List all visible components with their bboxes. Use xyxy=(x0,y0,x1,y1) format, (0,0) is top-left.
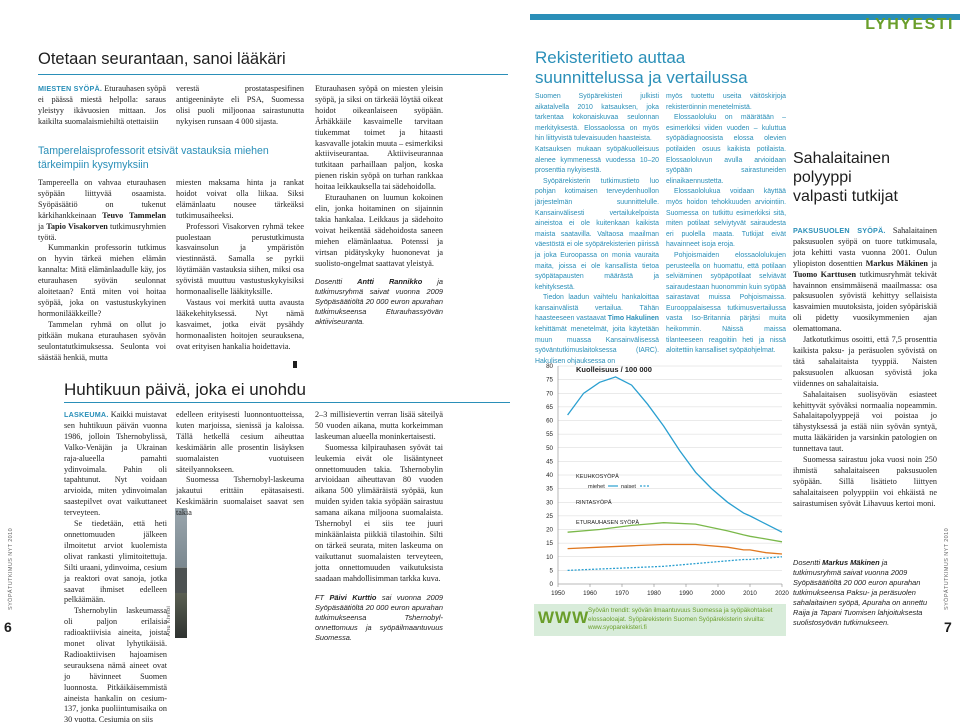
y-tick-label: 20 xyxy=(546,526,553,534)
bottom-col1-p2: Se tiedetään, että heti onnettomuuden jälkeen ilmoitetut arviot kuolemista olivat rankasti ylimitoitettuja. Silti uraani, ydinvoima, cesium ja reaktori ovat sanoja, jotka saavat ihmiset edelleen pelkäämään. xyxy=(64,519,167,605)
left-vertical-label: SYÖPÄTUTKIMUS NYT 2010 xyxy=(8,527,14,610)
bottom-col2 xyxy=(176,410,304,519)
bottom-col3-credit: FT Päivi Kurttio sai vuonna 2009 Syöpäsäätiöltä 20 000 euron apurahan tutkimukseensa Tshernobyl-onnettomuus ja syöpäilmaantuvuus Suomessa. xyxy=(315,592,443,642)
lyhyesti-header: LYHYESTI xyxy=(865,16,954,33)
y-tick-label: 10 xyxy=(546,553,553,561)
reg-col1-p1: Suomen Syöpärekisteri julkisti aikatalvella 2010 katsauksen, joka tarkentaa kokonaiskuvaa seulonnan merkityksestä. Elossaolossa on myös hin liittyvistä tulevaisuuden haasteista. xyxy=(535,93,659,143)
y-tick-label: 30 xyxy=(546,499,553,507)
top-col2-text: verestä prostataspesifinen antigeeninäyte eli PSA, Suomessa olisi puoli miljoonaa sairastunutta nykyisen runsaan 4 000 sijasta. xyxy=(176,84,304,126)
left-page-number: 6 xyxy=(4,619,12,635)
polyp-body: PAKSUSUOLEN SYÖPÄ. Sahalaitainen paksusuolen syöpä on tuore tutkimusala, jota kehitti vasta vuonna 2001. Oulun yliopiston dosenttien Markus Mäkinen ja Tuomo Karttusen tutkimusryhmät tekivät havainnon ensimmäisenä maailmassa: osa paksusuolen syövistä kehittyy sellaisista kasvaimien muutoksista, joiden syöpäriskiä oli pidetty vuosikymmenien ajan olemattomana. Jatkotutkimus osoitti, että 7,5 prosenttia kaikista paksu- ja peräsuolen syövistä on tätä sahalaitaista tyyppiä. Naisten paksusuolen alkuosan syövistä joka viidennes on sahalaitaisia. Sahalaitaisen suolisyövän esiasteet kehittyvät syöväksi normaalia nopeammin. Sahalaitapolyyppejä voi poistaa jo tähystyksessä ja estää niin syövän syntyä, mutta lääkäriden ja varsinkin patologien on tunnettava taut. Suomessa sairastuu joka vuosi noin 250 ihmistä sahalaitaiseen paksusuolen syöpään. Sillä lisätieto liittyen sahalaitaiseen polyyppiin voi ehkäistä ne sairastumisen syövät Lihavuus kertoi moni. xyxy=(793,226,937,508)
bottom-col3-p1: 2–3 millisievertin verran lisää säteilyä 50 vuoden aikana, mutta korkeimman laskeuman alueella moninkertaisesti. xyxy=(315,410,443,441)
series-line-1 xyxy=(568,557,782,571)
polyp-title-line2: polyyppi xyxy=(793,169,852,186)
end-mark-top xyxy=(293,361,297,368)
bottom-col3 xyxy=(315,410,443,643)
polyp-p3: Sahalaitaisen suolisyövän esiasteet kehittyvät syöväksi normaalia nopeammin. Sahalaitapolyyppejä voi poistaa jo tähystyksessä ja estää niin syövän syntyä, mutta lääkäriden ja varsinkin patologien on tunnettava taut. xyxy=(793,389,937,454)
reg-col2-p1: myös tuotettu useita väitöskirjoja rekisteröinnin menetelmistä. xyxy=(666,93,786,111)
y-tick-label: 55 xyxy=(546,431,553,439)
chernobyl-photo xyxy=(175,508,187,638)
y-tick-label: 5 xyxy=(549,567,553,575)
y-tick-label: 0 xyxy=(549,581,553,588)
x-tick-label: 1960 xyxy=(583,590,597,597)
polyp-title-line3: valpasti tutkijat xyxy=(793,188,898,205)
polyp-credit: Dosentti Markus Mäkinen ja tutkimusryhmä saivat vuonna 2009 Syöpäsäätiöltä 20 000 euron apurahan tutkimukseensa Paksu- ja peräsuolen sahalaitainen syöpä, Apuraha on annettu Raija ja Tapani Tuomisen lahjoituksesta suolistosyövän tutkimukseen. xyxy=(793,558,928,627)
chart-title: Kuolleisuus / 100 000 xyxy=(576,365,652,374)
x-tick-label: 1950 xyxy=(551,590,565,597)
bottom-article-rule xyxy=(64,402,510,403)
lead-paksusuoli: PAKSUSUOLEN SYÖPÄ. xyxy=(793,226,886,235)
right-page-number: 7 xyxy=(944,619,952,635)
bottom-col1: LASKEUMA. Kaikki muistavat sen huhtikuun päivän vuonna 1986, jolloin Tshernobylissä, Valko-Venäjän ja Ukrainan raja-alueella pamahti ydinvoimala. Pahin oli tapahtunut. Nyt voidaan arvioida, miten ydinvoimalan saastepilvet ovat vaikuttaneet terveyteen. Se tiedetään, että heti onnettomuuden jälkeen ilmoitetut arviot kuolemista olivat rankasti ylimitoitettuja. Silti uraani, ydinvoima, cesium ja reaktori ovat sanoja, jotka saavat ihmiset edelleen pelkäämään. Tshernobylin laskeumassa oli paljon erilaisia radioaktiivisia aineita, joista monet olivat lyhytikäisiä. Radioaktiivisen hajoamisen seurauksena nämä aineet ovat jo hävinneet Suomen luonnosta. Pitkäikäisemmistä aineista hankalin on cesium-137, jonka puoliintumisaika on 30 vuotta. Cesiumia on siis xyxy=(64,410,167,725)
y-tick-label: 60 xyxy=(546,417,553,425)
polyp-p4: Suomessa sairastuu joka vuosi noin 250 ihmistä sahalaitaiseen paksusuolen syöpään. Sillä lisätieto liittyen sahalaitaiseen polyyppiin voi ehkäistä ne sairastumisen syövät Lihavuus kertoi moni. xyxy=(793,455,937,508)
top-subheading: Tamperelaisprofessorit etsivät vastauksia miehen tärkeimpiin kysymyksiin xyxy=(38,145,269,171)
legend-rinta: RINTASYÖPÄ xyxy=(576,500,612,506)
y-tick-label: 40 xyxy=(546,472,553,479)
series-line-0 xyxy=(568,377,782,532)
polyp-title-line1: Sahalaitainen xyxy=(793,150,890,167)
y-tick-label: 15 xyxy=(546,540,553,548)
sub-col2-p2: Professori Visakorven ryhmä tekee puolestaan perustutkimusta kasvainsolun ja ympäristön viestinnästä. Samalla se pyrkii löytämään vastauksia siihen, miksi osa syövistä muuttuu vastustuskykyisiksi hormonaaliselle lääkityksille. xyxy=(176,221,304,297)
sub-col1: Tampereella on vahvaa eturauhasen syöpään liittyvää osaamista. Syöpäsäätiö on tukenut kärkihankkeinaan Teuvo Tammelan ja Tapio Visakorven tutkimusryhmien työtä. Kummankin professorin tutkimus on hyvin tärkeä miehen elämän kannalta: Mitä elämänlaadulle käy, jos eturauhasen syövän seulonnat aloitetaan? Entä miten voi hoitaa syöpää, joka on vastustuskykyinen hormonilääkkeille? Tammelan ryhmä on ollut jo pitkään mukana eturauhasen syövän seulontatutkimuksessa. Seulonta voi säästää henkiä, mutta xyxy=(38,178,167,362)
top-col2 xyxy=(176,84,304,128)
y-tick-label: 75 xyxy=(546,376,553,384)
y-tick-label: 65 xyxy=(546,403,553,411)
y-tick-label: 45 xyxy=(546,458,553,466)
bottom-col2-p1: edelleen erityisesti luonnontuotteissa, kuten marjoissa, sienissä ja kaloissa. Tällä hetkellä cesium aiheuttaa keskimäärin alle prosentin lisäyksen suomalaisten vuotuiseen säteilyannokseen. xyxy=(176,410,304,474)
top-col1-text: Eturauhasen syöpä ei päässä miestä helpolla: saraus yleistyy ikävuosien mittaan. Jos kaikilta suomalaismiehiltä otettaisiin xyxy=(38,84,166,126)
registry-title-line2: suunnittelussa ja vertailussa xyxy=(535,68,748,87)
sub-col1-p2: Kummankin professorin tutkimus on hyvin tärkeä miehen elämän kannalta: Mitä elämänlaadulle käy, jos eturauhasen syövän seulonnat aloitetaan? Entä miten voi hoitaa syöpää, joka on vastustuskykyinen hormonilääkkeille? xyxy=(38,243,166,318)
legend-naiset: naiset xyxy=(621,484,636,490)
www-label: WWW xyxy=(538,608,590,627)
top-col3-credit: Dosentti Antti Rannikko ja tutkimusryhmä saivat vuonna 2009 Syöpäsäätiöltä 20 000 euron apurahan tutkimukseensa Eturauhassyövän aktiiviseuranta. xyxy=(315,277,443,327)
reg-col2-p3: Elossaololukua voidaan käyttää myös hoidon tehokkuuden arviointiin. Suomessa on tutkittu esimerkiksi sitä, miten potilaat selviytyvät sairaudesta eri puolella maata. Tutkijat eivät havainneet isoja eroja. xyxy=(666,188,786,249)
registry-title-line1: Rekisteritieto auttaa xyxy=(535,48,686,67)
reg-col1-p3: Syöpärekisterin tutkimustieto luo pohjan kotimaisen terveydenhuollon järjestelmän suunnittelulle. Kansainvälisesti vertailukelpoista aineistoa ei ole kuitenkaan kaikista maista saatavilla. Valtaosa maailman väestöstä ei ole syöpärekisterien piirissä ja joka Euroopassa on monia vauraita maita, joissa ei ole kansallista tietoa syöpätapausten määrästä ja kehityksestä. xyxy=(535,177,659,291)
sub-col2 xyxy=(176,178,304,353)
legend-keuhko: KEUHKOSYÖPÄ xyxy=(576,474,619,480)
y-tick-label: 50 xyxy=(546,444,553,452)
y-tick-label: 25 xyxy=(546,512,553,520)
registry-col1: Suomen Syöpärekisteri julkisti aikatalvella 2010 katsauksen, joka tarkentaa kokonaiskuvaa seulonnan merkityksestä. Elossaolossa on myös hin liittyvistä tulevaisuuden haasteista. Katsauksen mukaan syöpäkuolleisuus alenee kymmenessä vuodessa 10–20 prosenttia nykyisestä. Syöpärekisterin tutkimustieto luo pohjan kotimaisen terveydenhuollon järjestelmän suunnittelulle. Kansainvälisesti vertailukelpoista aineistoa ei ole kuitenkaan kaikista maista saatavilla. Valtaosa maailman väestöstä ei ole syöpärekisterien piirissä ja joka Euroopassa on monia vauraita maita, joissa ei ole kansallista tietoa syöpätapausten määrästä ja kehityksestä. Tiedon laadun vaihtelu hankaloittaa kansainvälistä vertailua. Tähän haasteeseen vastaavat Timo Hakulinen kehittämät menetelmät, joita käytetään muun muassa Kansainvälisessä syöväntutkimuslaitoksessa (IARC). Hakulisen ohjauksessa on xyxy=(535,93,659,365)
polyp-p2: Jatkotutkimus osoitti, että 7,5 prosenttia kaikista paksu- ja peräsuolen syövistä on tätä sahalaitaista tyyppiä. Naisten paksusuolen alkuosan syövistä joka viidennes on sahalaitaisia. xyxy=(793,335,937,388)
lead-laskeuma: LASKEUMA. xyxy=(64,410,109,419)
photo-credit: Anu Kiviloi xyxy=(166,605,172,636)
right-vertical-label: SYÖPÄTUTKIMUS NYT 2010 xyxy=(944,527,950,610)
reg-col2-p2: Elossaololuku on määrätään – esimerkiksi viiden vuoden – kuluttua syöpädiagnoosista elossa olevien potilaiden osuus kaikista potilaista. Elossaololuvun avulla arvioidaan syöpään sairastuneiden elinaikaennustetta. xyxy=(666,114,786,185)
x-tick-label: 2000 xyxy=(711,590,725,597)
bottom-article-title: Huhtikuun päivä, joka ei unohdu xyxy=(64,380,306,399)
www-text: Syövän trendit: syövän ilmaantuvuus Suomessa ja syöpäkohtaiset elossaoloajat. Syöpärekisterin Suomen Syöpärekisterin sivuilta: www.syoparekisteri.fi xyxy=(588,607,773,632)
series-line-2 xyxy=(568,545,782,555)
y-tick-label: 80 xyxy=(546,363,553,370)
bottom-col2-p2: Suomessa Tshernobyl-laskeuma jakautui erittäin epätasaisesti. Keskimäärin suomalaiset saavat sen takia xyxy=(176,475,304,518)
top-col3 xyxy=(315,84,443,327)
mortality-chart xyxy=(520,356,790,600)
x-tick-label: 1970 xyxy=(615,590,629,597)
legend-eturauhanen: ETURAUHASEN SYÖPÄ xyxy=(576,520,640,526)
lead-miesten: MIESTEN SYÖPÄ. xyxy=(38,84,103,93)
x-tick-label: 2020 xyxy=(775,590,789,597)
top-article-rule xyxy=(38,74,508,75)
reg-col1-p2: Katsauksen mukaan syöpäkuolleisuus alenee kymmenessä vuodessa 10–20 prosenttia nykyisestä. xyxy=(535,145,659,175)
sub-col1-p3: Tammelan ryhmä on ollut jo pitkään mukana eturauhasen syövän seulontatutkimuksessa. Seulonta voi säästää henkiä, mutta xyxy=(38,319,166,362)
registry-col2 xyxy=(666,92,786,357)
top-col3-p1: Eturauhasen syöpä on miesten yleisin syöpä, ja siksi on tärkeää löytää oikeat hoidot oikeanlaiseen syöpään. Ärhäkkäile kasvaimelle tarvitaan tiukemmat toimet ja hitaasti kasvavalle jotakin muuta – esimerkiksi aktiiviseurantaa. Aktiiviseurannaa tutkitaan parhaillaan paljon, koska pienen riskin syöpä on turhan rankkaa hoitaa leikkauksella tai sädehoidolla. xyxy=(315,84,443,192)
x-tick-label: 1990 xyxy=(679,590,693,597)
x-tick-label: 1980 xyxy=(647,590,661,597)
top-article-title: Otetaan seurantaan, sanoi lääkäri xyxy=(38,50,286,68)
top-col3-p2: Eturauhanen on luumun kokoinen elin, jonka hoitaminen on sijainnin takia hankalaa. Leikkaus ja sädehoito voivat heikentää sädehoidosta saneen miehen elämänlaatua. Potenssi ja virtsan pidätyskyky huononevat ja suolisto-ongelmat saattavat yleistyä. xyxy=(315,193,443,268)
bottom-col3-p2: Suomessa kilpirauhasen syövät tai leukemia eivät ole lisääntyneet onnettomuuden takia. Tshernobylin arvioidaan aiheuttavan 80 vuoden aikana 500 ylimääräistä syöpää, kun muiden syiden takia syöpään sairastuu samana aikana miljoona suomalaista. Tshernobyl ei siis tee juuri minkäänlaista piikkiä tilastoihin. Silti on tärkeä seurata, miten laskeuma on vaikuttanut suomalaisten terveyteen, jotta onnettomuuden vaikutuksista saadaan mahdollisimman tarkka kuva. xyxy=(315,442,443,583)
sub-col2-p1: miesten maksama hinta ja rankat hoidot voivat olla liikaa. Siksi elämänlaatu nousee tärkeäksi tutkimusaiheeksi. xyxy=(176,178,304,220)
x-tick-label: 2010 xyxy=(743,590,757,597)
bottom-col1-p3: Tshernobylin laskeumassa oli paljon erilaisia radioaktiivisia aineita, joista monet olivat lyhytikäisiä. Radioaktiivisen hajoamisen seurauksena nämä aineet ovat jo hävinneet Suomen luonnosta. Pitkäikäisemmistä aineista hankalin on cesium-137, jonka puoliintumisaika on 30 vuotta. Cesiumia on siis xyxy=(64,606,167,725)
top-col1 xyxy=(38,84,166,128)
legend-miehet: miehet xyxy=(588,484,605,490)
reg-col2-p4: Pohjoismaiden elossaololukujen perusteella on huomattu, että potilaan selviäminen syöpäpotilaat selviävät sairaudestaan huonommin kuin syöpää sairastavat muissa Pohjoismaissa. Eurooppalaisessa tutkimusvertailussa vasta Iso-Britannia pärjäsi muita heikommin. Näissä maissa tilanteeseen reagoitiin heti ja nissä aloitettiin kansalliset syöpäohjelmat. xyxy=(666,251,786,355)
y-tick-label: 70 xyxy=(546,390,553,398)
sub-col2-p3: Vastaus voi merkitä uutta avausta lääkekehityksessä. Nyt nämä kasvaimet, jotka eivät pysähdy hormonaalisten hoitojen seurauksena, ovat erityisen hankalia hoidettavia. xyxy=(176,297,304,351)
y-tick-label: 35 xyxy=(546,485,553,493)
